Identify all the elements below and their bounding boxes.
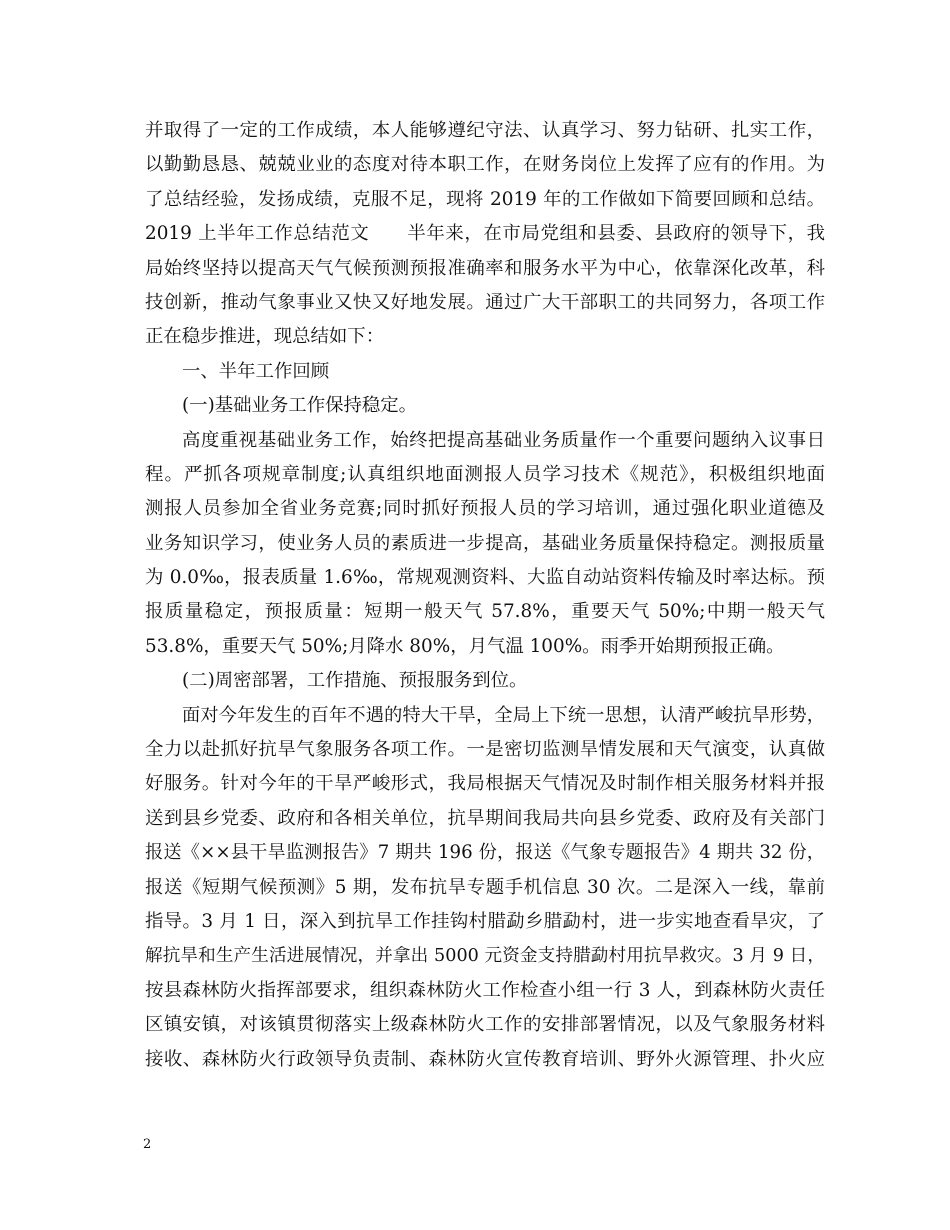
text-line: 面对今年发生的百年不遇的特大干旱，全局上下统一思想，认清严峻抗旱形势， <box>182 704 825 726</box>
text-line: 报送《××县干旱监测报告》7 期共 196 份，报送《气象专题报告》4 期共 32 份， <box>145 842 825 864</box>
text-line: 以勤勤恳恳、兢兢业业的态度对待本职工作，在财务岗位上发挥了应有的作用。为 <box>145 154 825 176</box>
text-line: 接收、森林防火行政领导负责制、森林防火宣传教育培训、野外火源管理、扑火应 <box>145 1048 825 1070</box>
text-line: 全力以赴抓好抗旱气象服务各项工作。一是密切监测旱情发展和天气演变，认真做 <box>145 739 825 761</box>
text-line: 53.8%，重要天气 50%;月降水 80%，月气温 100%。雨季开始期预报正确。 <box>145 635 785 657</box>
section-heading: 一、半年工作回顾 <box>182 360 330 382</box>
text-line: 解抗旱和生产生活进展情况，并拿出 5000 元资金支持腊勐村用抗旱救灾。3 月 9 日， <box>145 946 825 967</box>
text-line: 局始终坚持以提高天气气候预测预报准确率和服务水平为中心，依靠深化改革，科 <box>145 257 825 279</box>
text-line: 程。严抓各项规章制度;认真组织地面测报人员学习技术《规范》，积极组织地面 <box>145 463 825 485</box>
text-line: 技创新，推动气象事业又快又好地发展。通过广大干部职工的共同努力，各项工作 <box>145 291 825 313</box>
text-line: 了总结经验，发扬成绩，克服不足，现将 2019 年的工作做如下简要回顾和总结。 <box>145 188 825 210</box>
text-line: 并取得了一定的工作成绩，本人能够遵纪守法、认真学习、努力钻研、扎实工作， <box>145 120 825 141</box>
body-text <box>145 114 825 1077</box>
text-line: 为 0.0‰，报表质量 1.6‰，常规观测资料、大监自动站资料传输及时率达标。预 <box>145 567 825 589</box>
text-line: 报送《短期气候预测》5 期，发布抗旱专题手机信息 30 次。二是深入一线，靠前 <box>145 876 825 898</box>
text-line: 送到县乡党委、政府和各相关单位，抗旱期间我局共向县乡党委、政府及有关部门 <box>145 807 825 829</box>
text-line: 测报人员参加全省业务竞赛;同时抓好预报人员的学习培训，通过强化职业道德及 <box>145 498 825 520</box>
text-line: 报质量稳定，预报质量：短期一般天气 57.8%，重要天气 50%;中期一般天气 <box>145 601 825 623</box>
text-line: 高度重视基础业务工作，始终把提高基础业务质量作一个重要问题纳入议事日 <box>182 429 825 451</box>
page-number: 2 <box>143 1137 152 1152</box>
text-line: 指导。3 月 1 日，深入到抗旱工作挂钩村腊勐乡腊勐村，进一步实地查看旱灾，了 <box>145 910 825 932</box>
text-line: 好服务。针对今年的干旱严峻形式，我局根据天气情况及时制作相关服务材料并报 <box>145 773 825 795</box>
subsection-heading: (二)周密部署，工作措施、预报服务到位。 <box>182 670 528 692</box>
text-line: 按县森林防火指挥部要求，组织森林防火工作检查小组一行 3 人，到森林防火责任 <box>145 979 825 1001</box>
text-line: 业务知识学习，使业务人员的素质进一步提高，基础业务质量保持稳定。测报质量 <box>145 532 825 554</box>
text-line: 正在稳步推进，现总结如下： <box>145 326 385 348</box>
subsection-heading: (一)基础业务工作保持稳定。 <box>182 395 418 417</box>
text-line: 区镇安镇，对该镇贯彻落实上级森林防火工作的安排部署情况，以及气象服务材料 <box>145 1014 825 1036</box>
text-line: 2019 上半年工作总结范文 半年来，在市局党组和县委、县政府的领导下，我 <box>145 223 825 245</box>
